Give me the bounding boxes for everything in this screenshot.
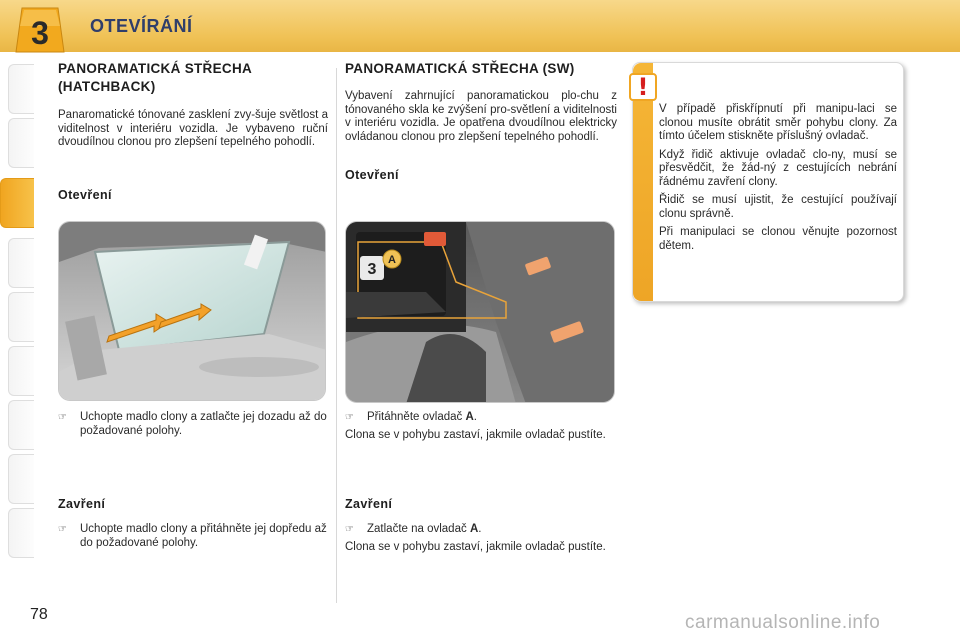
hand-pointer-icon: ☞ [58, 524, 67, 535]
sw-intro: Vybavení zahrnující panoramatickou plo-chu z tónovaného skla ke zvýšení pro-světlení a viditelnosti v interiéru vozidla. Je opatřena dvoudílnou elektricky ovládanou clonou pro zlepšení tepelného pohodlí. [345, 90, 617, 143]
sw-close-heading: Zavření [345, 497, 393, 511]
hatchback-title: PANORAMATICKÁ STŘECHA (HATCHBACK) [58, 61, 252, 94]
chapter-tab-2[interactable] [8, 118, 34, 168]
hatchback-close-text: Uchopte madlo clony a přitáhněte jej dopředu až do požadované polohy. [80, 523, 327, 549]
chapter-number: 3 [31, 15, 49, 51]
photo-badge-letter: A [388, 254, 396, 266]
chapter-tab-1[interactable] [8, 64, 34, 114]
chapter-tab-4[interactable] [8, 238, 34, 288]
sw-title: PANORAMATICKÁ STŘECHA (SW) [345, 61, 575, 76]
hatchback-intro: Panaromatické tónované zasklení zvy-šuje světlost a viditelnost v interiéru vozidla. Je vybaveno ruční dvoudílnou clonou pro zlepšení tepelného pohodlí. [58, 109, 328, 148]
chapter-tab-7[interactable] [8, 400, 34, 450]
warning-paragraph: Když řidič aktivuje ovladač clo-ny, musí se přesvědčit, že žád-ný z cestujících nebrání řádnému zavření clony. [659, 148, 897, 188]
sw-close-text: Zatlačte na ovladač [367, 523, 467, 535]
chapter-tab-8[interactable] [8, 454, 34, 504]
warning-paragraph: Při manipulaci se clonou věnujte pozornost dětem. [659, 226, 897, 252]
chapter-tab-6[interactable] [8, 346, 34, 396]
sw-open-text: Přitáhněte ovladač [367, 411, 463, 423]
chapter-title: OTEVÍRÁNÍ [90, 16, 193, 36]
chapter-tabs [0, 60, 34, 580]
warning-box [632, 62, 904, 302]
warning-icon: ! [629, 73, 657, 101]
hatchback-close-heading: Zavření [58, 497, 106, 511]
warning-text [659, 103, 897, 258]
hatchback-section [58, 60, 328, 202]
hand-pointer-icon: ☞ [58, 412, 67, 423]
sw-open-control: A [465, 411, 474, 423]
watermark: carmanualsonline.info [685, 612, 881, 633]
warning-paragraph: Řidič se musí ujistit, že cestující používají clonu správně. [659, 194, 897, 220]
sw-open-block: ☞ Přitáhněte ovladač A. Clona se v pohybu zastaví, jakmile ovladač pustíte. [345, 411, 617, 442]
sw-close-note: Clona se v pohybu zastaví, jakmile ovladač pustíte. [345, 540, 606, 553]
sw-open-note: Clona se v pohybu zastaví, jakmile ovladač pustíte. [345, 428, 606, 441]
page-number: 78 [30, 606, 48, 623]
chapter-badge [14, 6, 66, 56]
column-divider [336, 68, 337, 603]
sw-section [345, 60, 617, 182]
sw-console-photo [345, 221, 615, 403]
hatchback-close-section [58, 497, 330, 550]
chapter-tab-9[interactable] [8, 508, 34, 558]
hatchback-open-heading: Otevření [58, 187, 112, 202]
hatchback-open-text: Uchopte madlo clony a zatlačte jej dozadu až do požadované polohy. [80, 411, 327, 437]
hand-pointer-icon: ☞ [345, 412, 354, 423]
hatchback-open-bullet [58, 411, 330, 438]
chapter-tab-5[interactable] [8, 292, 34, 342]
sw-close-block: Zavření ☞ Zatlačte na ovladač A. Clona se v pohybu zastaví, jakmile ovladač pustíte. [345, 497, 617, 554]
photo-badge-number: 3 [367, 261, 377, 278]
sw-open-heading: Otevření [345, 168, 399, 182]
chapter-tab-3-active[interactable] [0, 178, 34, 228]
sw-close-control: A [469, 523, 479, 535]
hatchback-roof-photo [58, 221, 326, 401]
warning-paragraph: V případě přiskřípnutí při manipu-laci se clonou musíte obrátit směr pohybu clony. Za tímto účelem stiskněte příslušný ovladač. [659, 103, 897, 142]
hand-pointer-icon: ☞ [345, 524, 354, 535]
